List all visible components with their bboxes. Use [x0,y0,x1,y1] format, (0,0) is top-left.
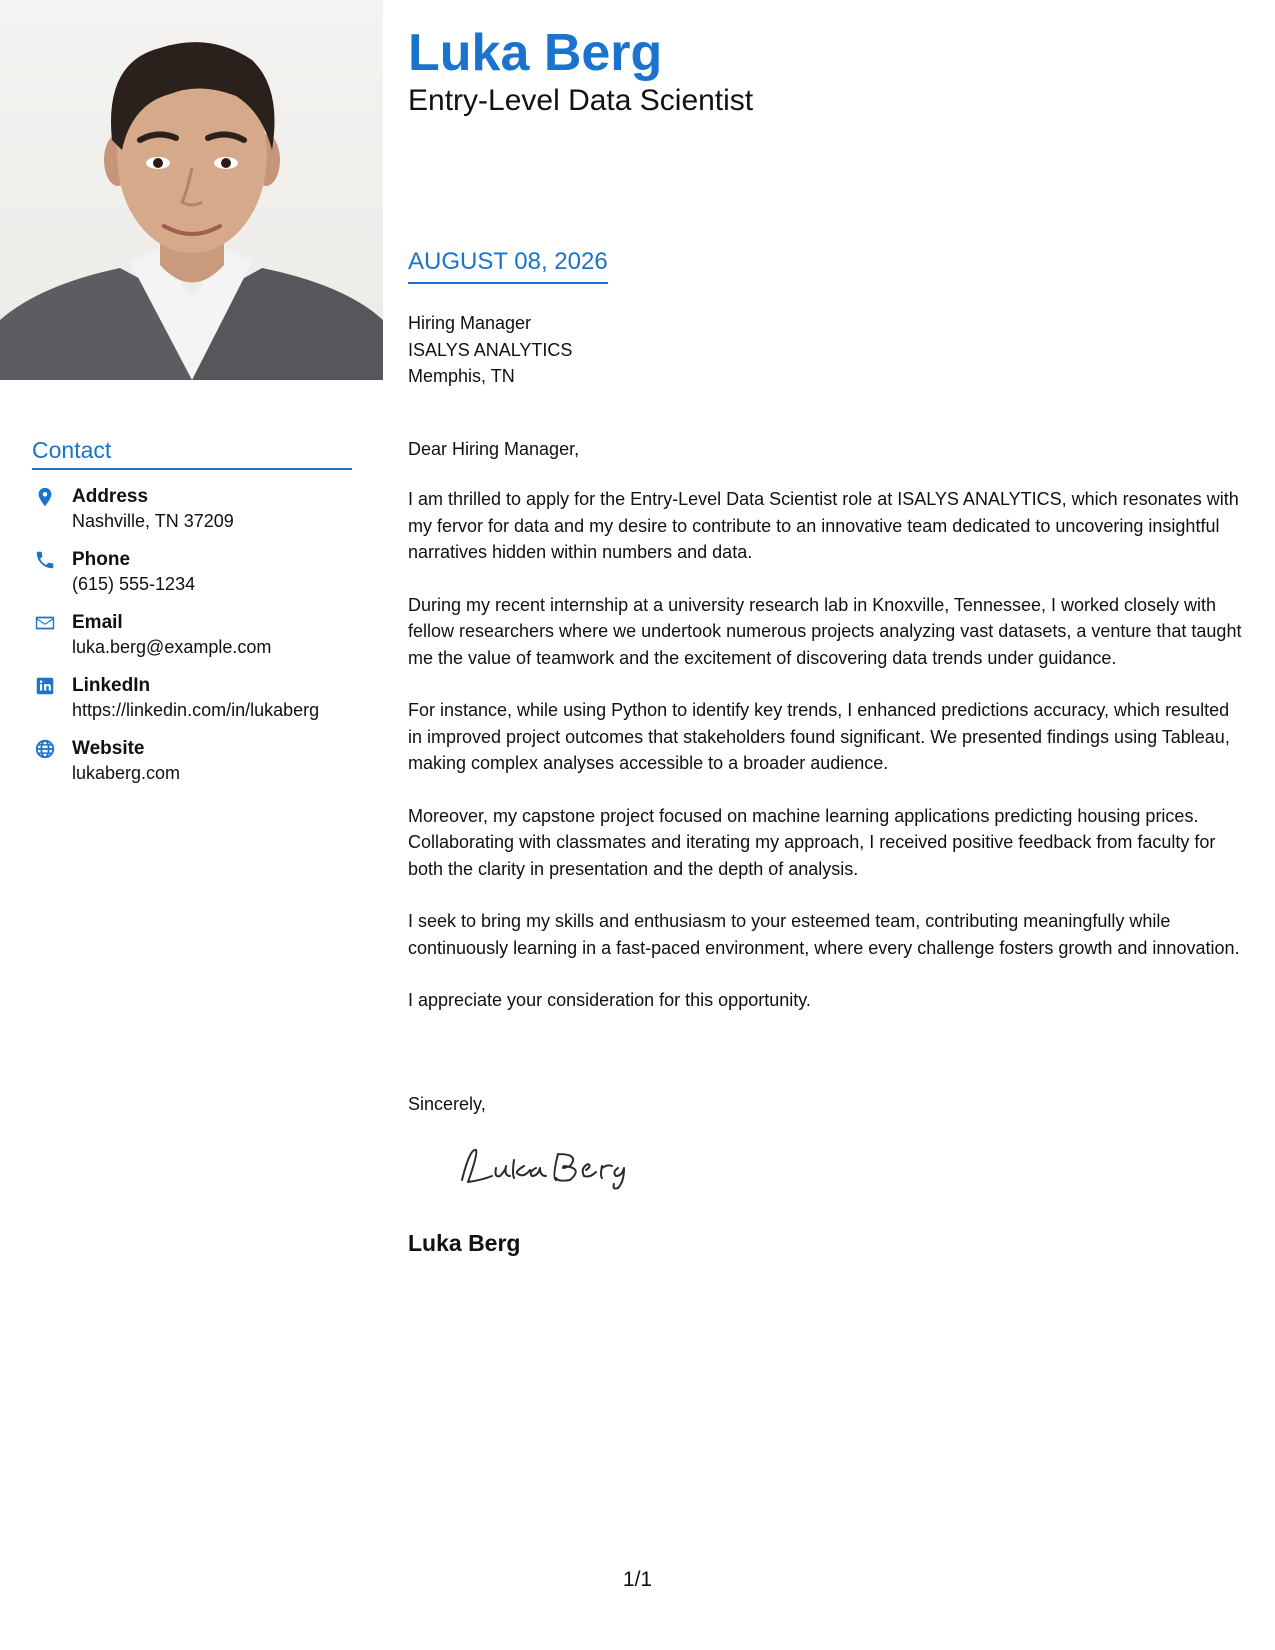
linkedin-value[interactable]: https://linkedin.com/in/lukaberg [72,700,320,720]
applicant-name: Luka Berg [408,24,663,82]
phone-icon [34,549,56,571]
linkedin-icon [34,675,56,697]
body-paragraph: Moreover, my capstone project focused on machine learning applications predicting housing prices. Collaborating with classmates and iterating my approach, I received positive feedback from faculty for both the clarity in presentation and the depth of analysis. [408,805,1216,879]
job-title: Entry-Level Data Scientist [408,84,754,117]
body-paragraph: During my recent internship at a university research lab in Knoxville, Tennessee, I worked closely with fellow researchers where we undertook numerous projects analyzing vast datasets, a venture that taught me the value of teamwork and the excitement of discovering data trends under guidance. [408,594,1242,668]
contact-item-phone [32,547,352,610]
salutation: Dear Hiring Manager, [408,439,580,459]
recipient-line: Memphis, TN [408,366,515,386]
profile-photo [0,0,383,380]
contact-sidebar [32,437,352,799]
website-value[interactable]: lukaberg.com [72,763,181,783]
map-pin-icon [34,486,56,508]
recipient-line: Hiring Manager [408,313,532,333]
phone-value: (615) 555-1234 [72,574,196,594]
contact-label: LinkedIn [72,675,151,696]
contact-label: Website [72,738,145,759]
globe-icon [34,738,56,760]
signer-name: Luka Berg [408,1230,521,1256]
body-paragraph: I seek to bring my skills and enthusiasm to your esteemed team, contributing meaningfully while continuously learning in a fast-paced environment, where every challenge fosters growth and innovation. [408,911,1240,958]
email-value[interactable]: luka.berg@example.com [72,637,272,657]
page-number: 1/1 [622,1568,653,1591]
letter-main [408,22,1258,1256]
body-paragraph: I appreciate your consideration for this opportunity. [408,990,811,1010]
envelope-icon [34,612,56,634]
contact-list [32,484,352,799]
contact-label: Address [72,486,149,507]
address-value: Nashville, TN 37209 [72,511,234,531]
contact-item-linkedin [32,673,352,736]
body-paragraph: For instance, while using Python to identify key trends, I enhanced predictions accuracy, which resulted in improved project outcomes that stakeholders found significant. We presented findings using Tableau, making complex analyses accessible to a broader audience. [408,700,1230,773]
letter-body [408,486,1248,1040]
letter-date: AUGUST 08, 2026 [408,248,608,284]
body-paragraph: I am thrilled to apply for the Entry-Level Data Scientist role at ISALYS ANALYTICS, which resonates with my fervor for data and my desire to contribute to an innovative team dedicated to uncovering insightful narratives hidden within numbers and data. [408,489,1239,562]
closing: Sincerely, [408,1094,486,1114]
contact-heading: Contact [32,437,352,470]
contact-label: Email [72,612,123,633]
contact-item-address [32,484,352,547]
recipient-block [408,310,572,390]
contact-item-email [32,610,352,673]
signature-image [452,1140,632,1201]
contact-item-website [32,736,352,799]
recipient-line: ISALYS ANALYTICS [408,339,573,360]
contact-label: Phone [72,549,131,570]
